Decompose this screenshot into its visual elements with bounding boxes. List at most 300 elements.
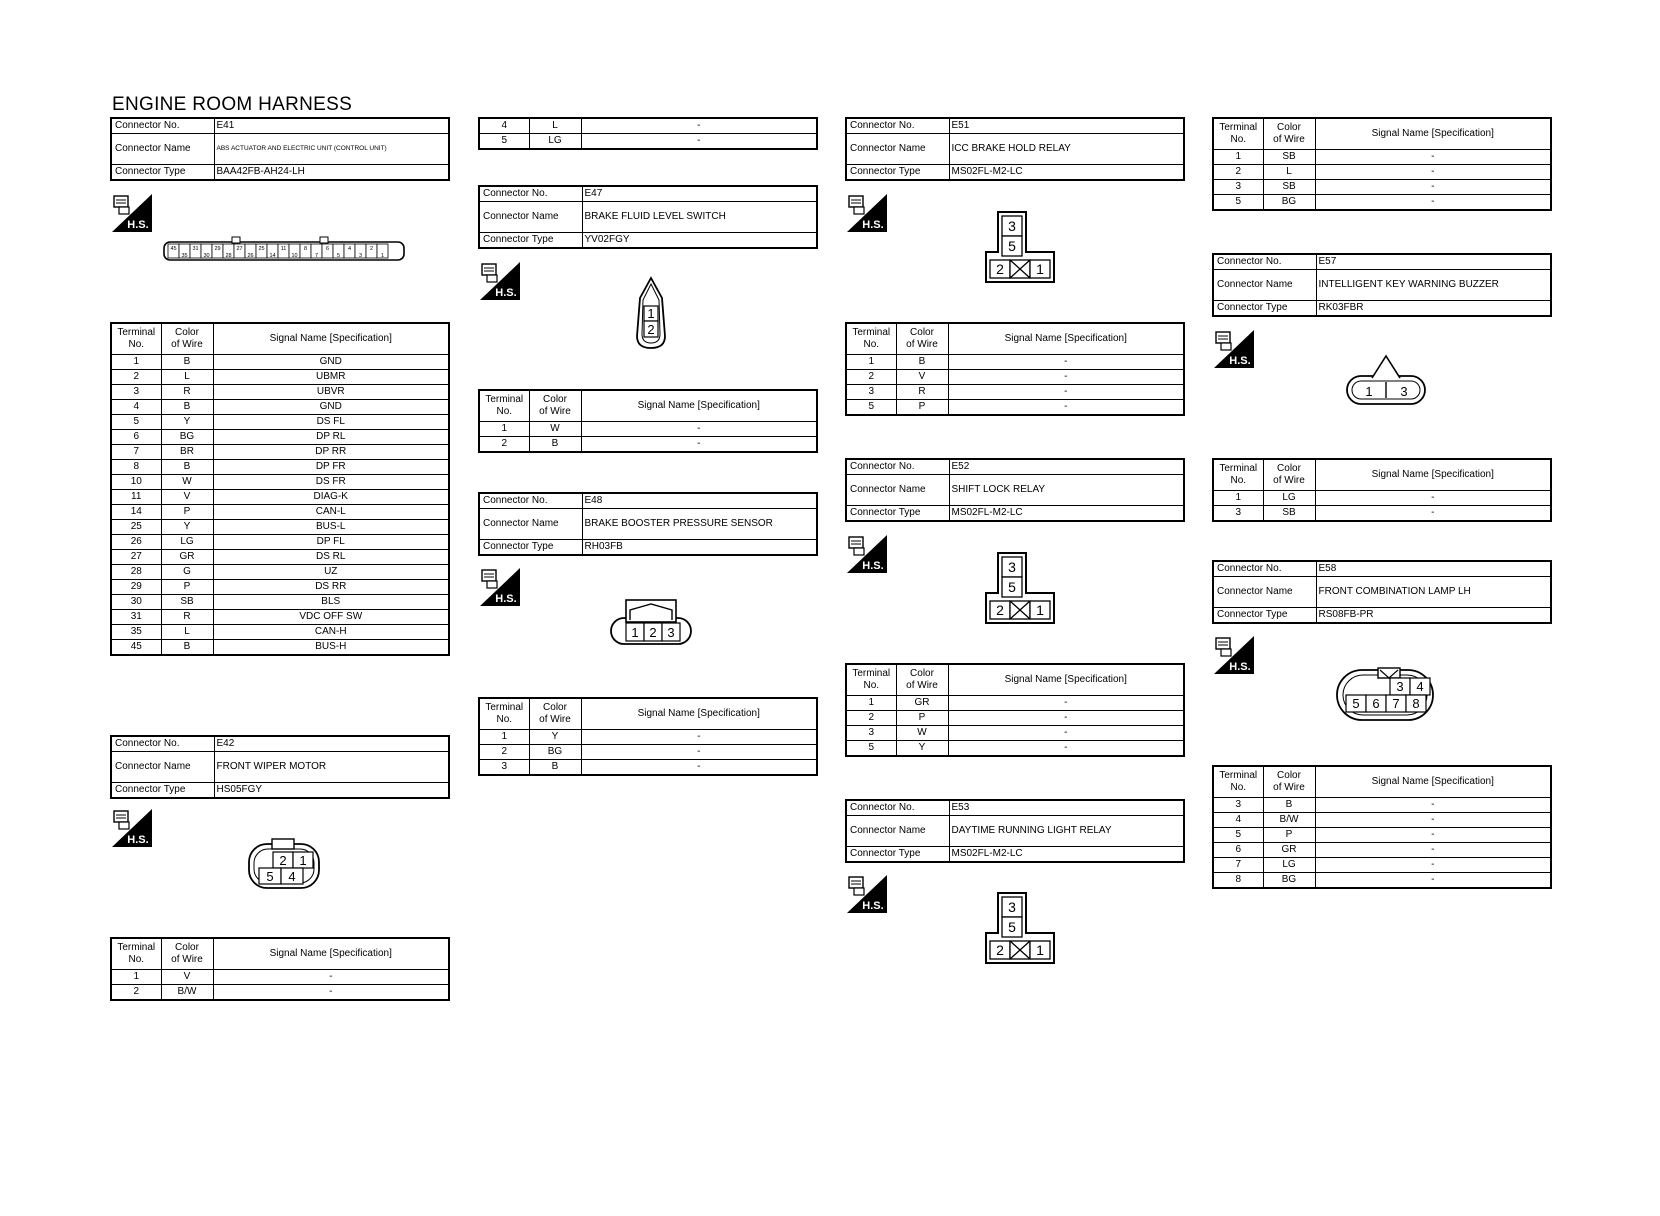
- connector-info-e48: [478, 492, 818, 556]
- signal-cell: -: [948, 741, 1184, 757]
- terminal-cell: 6: [1213, 843, 1263, 858]
- header-signal: Signal Name [Specification]: [581, 390, 817, 422]
- connector-type: MS02FL-M2-LC: [949, 506, 1184, 522]
- pin-label: 2: [996, 261, 1004, 277]
- terminal-cell: 8: [111, 460, 161, 475]
- terminal-cell: 1: [111, 355, 161, 370]
- connector-info-e58: [1212, 560, 1552, 624]
- wire-color-cell: P: [896, 400, 948, 416]
- signal-cell: -: [581, 730, 817, 745]
- table-row: [111, 370, 449, 385]
- connector-face-e58: [1334, 664, 1436, 724]
- wire-color-cell: L: [161, 625, 213, 640]
- hs-badge-label: H.S.: [1229, 355, 1251, 367]
- table-row: [479, 760, 817, 776]
- terminal-cell: 1: [846, 696, 896, 711]
- signal-cell: DIAG-K: [213, 490, 449, 505]
- connector-name: ABS ACTUATOR AND ELECTRIC UNIT (CONTROL UNIT): [214, 134, 449, 165]
- signal-cell: UZ: [213, 565, 449, 580]
- wire-color-cell: P: [1263, 828, 1315, 843]
- label-connector-type: Connector Type: [1213, 301, 1316, 317]
- header-terminal: Terminal No.: [111, 938, 161, 970]
- table-row: [111, 355, 449, 370]
- hs-badge-label: H.S.: [495, 593, 517, 605]
- wire-color-cell: LG: [1263, 858, 1315, 873]
- terminal-cell: 5: [1213, 828, 1263, 843]
- wire-color-cell: B: [529, 760, 581, 776]
- header-color: Color of Wire: [896, 664, 948, 696]
- terminal-cell: 3: [846, 385, 896, 400]
- hs-badge-icon: [845, 873, 889, 920]
- signal-cell: -: [1315, 828, 1551, 843]
- connector-no: E47: [582, 186, 817, 202]
- pin-label: 1: [1036, 942, 1044, 958]
- signal-cell: -: [948, 400, 1184, 416]
- signal-cell: DP FR: [213, 460, 449, 475]
- pin-label: 1: [1036, 602, 1044, 618]
- terminal-cell: 2: [1213, 165, 1263, 180]
- terminal-table-continued: [478, 117, 818, 150]
- wire-color-cell: P: [896, 711, 948, 726]
- signal-cell: -: [1315, 506, 1551, 522]
- signal-cell: DS FR: [213, 475, 449, 490]
- wire-color-cell: Y: [161, 520, 213, 535]
- terminal-cell: 3: [479, 760, 529, 776]
- terminal-table-e42: [110, 937, 450, 1001]
- connector-type: HS05FGY: [214, 783, 449, 799]
- wire-color-cell: GR: [896, 696, 948, 711]
- signal-cell: -: [1315, 150, 1551, 165]
- connector-info-e53: [845, 799, 1185, 863]
- connector-face-e52: [984, 551, 1056, 630]
- wire-color-cell: BG: [529, 745, 581, 760]
- signal-cell: VDC OFF SW: [213, 610, 449, 625]
- wire-color-cell: R: [896, 385, 948, 400]
- connector-face-e42: [246, 836, 322, 892]
- table-row: [479, 745, 817, 760]
- table-row: [1213, 195, 1551, 211]
- table-row: [1213, 491, 1551, 506]
- label-connector-type: Connector Type: [479, 540, 582, 556]
- connector-no: E41: [214, 118, 449, 134]
- pin-label: 5: [1008, 238, 1016, 254]
- connector-face-e47: [632, 276, 670, 352]
- terminal-cell: 7: [111, 445, 161, 460]
- connector-info-e51: [845, 117, 1185, 181]
- table-row: [111, 640, 449, 656]
- signal-cell: -: [1315, 843, 1551, 858]
- terminal-cell: 5: [111, 415, 161, 430]
- pin-label: 5: [1008, 919, 1016, 935]
- signal-cell: -: [948, 726, 1184, 741]
- wire-color-cell: BG: [1263, 195, 1315, 211]
- pin-label: 29: [214, 246, 221, 252]
- label-connector-type: Connector Type: [479, 233, 582, 249]
- terminal-cell: 5: [846, 741, 896, 757]
- signal-cell: -: [581, 437, 817, 453]
- pin-label: 2: [649, 625, 657, 640]
- header-signal: Signal Name [Specification]: [581, 698, 817, 730]
- header-terminal: Terminal No.: [846, 664, 896, 696]
- table-row: [846, 370, 1184, 385]
- terminal-table-e53: [1212, 117, 1552, 211]
- terminal-cell: 5: [1213, 195, 1263, 211]
- table-row: [111, 445, 449, 460]
- table-row: [111, 400, 449, 415]
- table-row: [846, 741, 1184, 757]
- label-connector-type: Connector Type: [846, 506, 949, 522]
- signal-cell: DP FL: [213, 535, 449, 550]
- wire-color-cell: V: [161, 490, 213, 505]
- terminal-cell: 2: [479, 437, 529, 453]
- connector-type: RH03FB: [582, 540, 817, 556]
- terminal-cell: 26: [111, 535, 161, 550]
- signal-cell: -: [213, 985, 449, 1001]
- header-signal: Signal Name [Specification]: [1315, 766, 1551, 798]
- pin-label: 2: [279, 853, 287, 868]
- wire-color-cell: Y: [161, 415, 213, 430]
- terminal-cell: 3: [111, 385, 161, 400]
- wire-color-cell: V: [896, 370, 948, 385]
- wire-color-cell: SB: [1263, 150, 1315, 165]
- signal-cell: DP RL: [213, 430, 449, 445]
- label-connector-name: Connector Name: [1213, 270, 1316, 301]
- table-row: [111, 580, 449, 595]
- label-connector-no: Connector No.: [479, 186, 582, 202]
- hs-badge-icon: [478, 260, 522, 307]
- wire-color-cell: W: [896, 726, 948, 741]
- pin-label: 31: [192, 246, 199, 252]
- pin-label: 1: [631, 625, 639, 640]
- signal-cell: DS RL: [213, 550, 449, 565]
- wire-color-cell: B: [161, 460, 213, 475]
- pin-label: 26: [247, 253, 254, 259]
- signal-cell: -: [948, 696, 1184, 711]
- table-row: [479, 118, 817, 134]
- wire-color-cell: V: [161, 970, 213, 985]
- signal-cell: -: [581, 745, 817, 760]
- pin-label: 1: [647, 306, 655, 321]
- terminal-cell: 27: [111, 550, 161, 565]
- connector-type: RK03FBR: [1316, 301, 1551, 317]
- table-row: [479, 437, 817, 453]
- table-row: [846, 696, 1184, 711]
- signal-cell: DP RR: [213, 445, 449, 460]
- connector-name: ICC BRAKE HOLD RELAY: [949, 134, 1184, 165]
- connector-info-e42: [110, 735, 450, 799]
- header-signal: Signal Name [Specification]: [1315, 118, 1551, 150]
- table-row: [111, 415, 449, 430]
- table-row: [111, 610, 449, 625]
- pin-label: 5: [1008, 579, 1016, 595]
- header-terminal: Terminal No.: [479, 390, 529, 422]
- wire-color-cell: BR: [161, 445, 213, 460]
- hs-badge-icon: [1212, 328, 1256, 375]
- signal-cell: BUS-L: [213, 520, 449, 535]
- terminal-table-e48: [478, 697, 818, 776]
- pin-label: 1: [380, 253, 385, 259]
- table-row: [846, 726, 1184, 741]
- signal-cell: -: [1315, 195, 1551, 211]
- pin-label: 6: [325, 246, 330, 252]
- wire-color-cell: B/W: [1263, 813, 1315, 828]
- connector-info-e57: [1212, 253, 1552, 317]
- connector-info-e41: [110, 117, 450, 181]
- hs-badge-icon: [110, 807, 154, 854]
- terminal-cell: 4: [1213, 813, 1263, 828]
- pin-label: 3: [1396, 679, 1404, 694]
- pin-label: 14: [269, 253, 276, 259]
- table-row: [111, 970, 449, 985]
- table-row: [111, 520, 449, 535]
- header-terminal: Terminal No.: [111, 323, 161, 355]
- table-row: [111, 430, 449, 445]
- terminal-cell: 7: [1213, 858, 1263, 873]
- table-row: [111, 625, 449, 640]
- pin-label: 4: [1416, 679, 1424, 694]
- header-terminal: Terminal No.: [1213, 766, 1263, 798]
- label-connector-name: Connector Name: [479, 202, 582, 233]
- wire-color-cell: R: [161, 610, 213, 625]
- terminal-cell: 2: [846, 711, 896, 726]
- table-row: [1213, 843, 1551, 858]
- wire-color-cell: B: [161, 400, 213, 415]
- terminal-cell: 1: [846, 355, 896, 370]
- signal-cell: UBMR: [213, 370, 449, 385]
- pin-label: 1: [1036, 261, 1044, 277]
- table-row: [1213, 165, 1551, 180]
- wire-color-cell: B: [1263, 798, 1315, 813]
- terminal-cell: 10: [111, 475, 161, 490]
- signal-cell: -: [581, 118, 817, 134]
- wire-color-cell: SB: [161, 595, 213, 610]
- pin-label: 4: [347, 246, 352, 252]
- terminal-cell: 3: [1213, 506, 1263, 522]
- label-connector-name: Connector Name: [111, 134, 214, 165]
- hs-badge-icon: [1212, 634, 1256, 681]
- pin-label: 2: [996, 602, 1004, 618]
- connector-name: FRONT WIPER MOTOR: [214, 752, 449, 783]
- header-signal: Signal Name [Specification]: [213, 323, 449, 355]
- connector-name: INTELLIGENT KEY WARNING BUZZER: [1316, 270, 1551, 301]
- connector-name: BRAKE FLUID LEVEL SWITCH: [582, 202, 817, 233]
- table-row: [479, 134, 817, 150]
- wire-color-cell: P: [161, 580, 213, 595]
- wire-color-cell: LG: [161, 535, 213, 550]
- header-color: Color of Wire: [161, 323, 213, 355]
- pin-label: 3: [667, 625, 675, 640]
- wire-color-cell: P: [161, 505, 213, 520]
- hs-badge-label: H.S.: [862, 900, 884, 912]
- terminal-cell: 45: [111, 640, 161, 656]
- signal-cell: -: [1315, 873, 1551, 889]
- signal-cell: -: [1315, 813, 1551, 828]
- header-terminal: Terminal No.: [1213, 118, 1263, 150]
- connector-no: E42: [214, 736, 449, 752]
- pin-label: 27: [236, 246, 243, 252]
- signal-cell: CAN-H: [213, 625, 449, 640]
- terminal-cell: 2: [111, 985, 161, 1001]
- terminal-cell: 3: [1213, 180, 1263, 195]
- label-connector-name: Connector Name: [846, 816, 949, 847]
- connector-info-e52: [845, 458, 1185, 522]
- header-color: Color of Wire: [529, 698, 581, 730]
- pin-label: 3: [1008, 218, 1016, 234]
- terminal-cell: 5: [479, 134, 529, 150]
- label-connector-type: Connector Type: [846, 847, 949, 863]
- label-connector-name: Connector Name: [111, 752, 214, 783]
- connector-face-e51: [984, 210, 1056, 289]
- label-connector-no: Connector No.: [1213, 561, 1316, 577]
- table-row: [846, 385, 1184, 400]
- table-row: [1213, 828, 1551, 843]
- connector-name: SHIFT LOCK RELAY: [949, 475, 1184, 506]
- pin-label: 35: [181, 253, 188, 259]
- wire-color-cell: B: [896, 355, 948, 370]
- label-connector-name: Connector Name: [479, 509, 582, 540]
- header-terminal: Terminal No.: [1213, 459, 1263, 491]
- terminal-cell: 6: [111, 430, 161, 445]
- pin-label: 1: [1365, 384, 1373, 399]
- signal-cell: DS RR: [213, 580, 449, 595]
- hs-badge-icon: [478, 566, 522, 613]
- terminal-cell: 25: [111, 520, 161, 535]
- signal-cell: BLS: [213, 595, 449, 610]
- table-row: [111, 490, 449, 505]
- connector-type: YV02FGY: [582, 233, 817, 249]
- terminal-cell: 2: [111, 370, 161, 385]
- label-connector-name: Connector Name: [846, 134, 949, 165]
- hs-badge-label: H.S.: [127, 219, 149, 231]
- terminal-table-e58: [1212, 765, 1552, 889]
- connector-no: E48: [582, 493, 817, 509]
- hs-badge-label: H.S.: [127, 834, 149, 846]
- header-signal: Signal Name [Specification]: [1315, 459, 1551, 491]
- connector-face-e57: [1344, 352, 1428, 410]
- pin-label: 5: [336, 253, 341, 259]
- hs-badge-label: H.S.: [1229, 661, 1251, 673]
- terminal-cell: 2: [479, 745, 529, 760]
- connector-face-e41: [160, 233, 410, 265]
- signal-cell: -: [1315, 858, 1551, 873]
- connector-name: FRONT COMBINATION LAMP LH: [1316, 577, 1551, 608]
- signal-cell: -: [1315, 165, 1551, 180]
- connector-name: BRAKE BOOSTER PRESSURE SENSOR: [582, 509, 817, 540]
- pin-label: 10: [291, 253, 298, 259]
- connector-no: E57: [1316, 254, 1551, 270]
- terminal-cell: 1: [1213, 491, 1263, 506]
- pin-label: 4: [288, 869, 296, 884]
- terminal-table-e47: [478, 389, 818, 453]
- label-connector-no: Connector No.: [1213, 254, 1316, 270]
- connector-no: E58: [1316, 561, 1551, 577]
- hs-badge-label: H.S.: [862, 219, 884, 231]
- header-color: Color of Wire: [161, 938, 213, 970]
- pin-label: 11: [280, 246, 287, 252]
- wire-color-cell: Y: [896, 741, 948, 757]
- wire-color-cell: B: [529, 437, 581, 453]
- terminal-cell: 1: [479, 422, 529, 437]
- pin-label: 30: [203, 253, 210, 259]
- page-title: ENGINE ROOM HARNESS: [112, 94, 353, 115]
- pin-label: 7: [1392, 696, 1400, 711]
- signal-cell: CAN-L: [213, 505, 449, 520]
- label-connector-name: Connector Name: [1213, 577, 1316, 608]
- terminal-cell: 4: [111, 400, 161, 415]
- connector-type: RS08FB-PR: [1316, 608, 1551, 624]
- header-color: Color of Wire: [1263, 459, 1315, 491]
- wire-color-cell: L: [529, 118, 581, 134]
- pin-label: 1: [299, 853, 307, 868]
- table-row: [111, 550, 449, 565]
- label-connector-no: Connector No.: [479, 493, 582, 509]
- wire-color-cell: LG: [1263, 491, 1315, 506]
- signal-cell: -: [581, 422, 817, 437]
- signal-cell: -: [1315, 180, 1551, 195]
- wire-color-cell: BG: [161, 430, 213, 445]
- table-row: [1213, 180, 1551, 195]
- wire-color-cell: B: [161, 640, 213, 656]
- terminal-cell: 4: [479, 118, 529, 134]
- table-row: [111, 385, 449, 400]
- wire-color-cell: L: [1263, 165, 1315, 180]
- pin-label: 7: [314, 253, 319, 259]
- wire-color-cell: L: [161, 370, 213, 385]
- header-terminal: Terminal No.: [846, 323, 896, 355]
- terminal-cell: 8: [1213, 873, 1263, 889]
- pin-label: 3: [1400, 384, 1408, 399]
- signal-cell: -: [948, 385, 1184, 400]
- label-connector-type: Connector Type: [1213, 608, 1316, 624]
- table-row: [111, 595, 449, 610]
- label-connector-no: Connector No.: [846, 800, 949, 816]
- terminal-cell: 14: [111, 505, 161, 520]
- terminal-table-e51: [845, 322, 1185, 416]
- header-color: Color of Wire: [1263, 766, 1315, 798]
- terminal-table-e41: [110, 322, 450, 656]
- signal-cell: -: [581, 760, 817, 776]
- signal-cell: BUS-H: [213, 640, 449, 656]
- table-row: [111, 475, 449, 490]
- signal-cell: -: [581, 134, 817, 150]
- table-row: [479, 730, 817, 745]
- terminal-table-e52: [845, 663, 1185, 757]
- terminal-cell: 2: [846, 370, 896, 385]
- connector-type: MS02FL-M2-LC: [949, 165, 1184, 181]
- pin-label: 5: [1352, 696, 1360, 711]
- pin-label: 2: [996, 942, 1004, 958]
- signal-cell: -: [1315, 491, 1551, 506]
- connector-face-e48: [608, 596, 694, 648]
- pin-label: 8: [1412, 696, 1420, 711]
- table-row: [1213, 813, 1551, 828]
- signal-cell: GND: [213, 400, 449, 415]
- wire-color-cell: SB: [1263, 180, 1315, 195]
- terminal-cell: 1: [111, 970, 161, 985]
- wire-color-cell: Y: [529, 730, 581, 745]
- wire-color-cell: B/W: [161, 985, 213, 1001]
- terminal-cell: 35: [111, 625, 161, 640]
- table-row: [846, 400, 1184, 416]
- pin-label: 5: [266, 869, 274, 884]
- connector-no: E53: [949, 800, 1184, 816]
- pin-label: 45: [170, 246, 177, 252]
- connector-type: BAA42FB-AH24-LH: [214, 165, 449, 181]
- label-connector-type: Connector Type: [111, 165, 214, 181]
- pin-label: 3: [1008, 899, 1016, 915]
- table-row: [111, 460, 449, 475]
- wire-color-cell: GR: [161, 550, 213, 565]
